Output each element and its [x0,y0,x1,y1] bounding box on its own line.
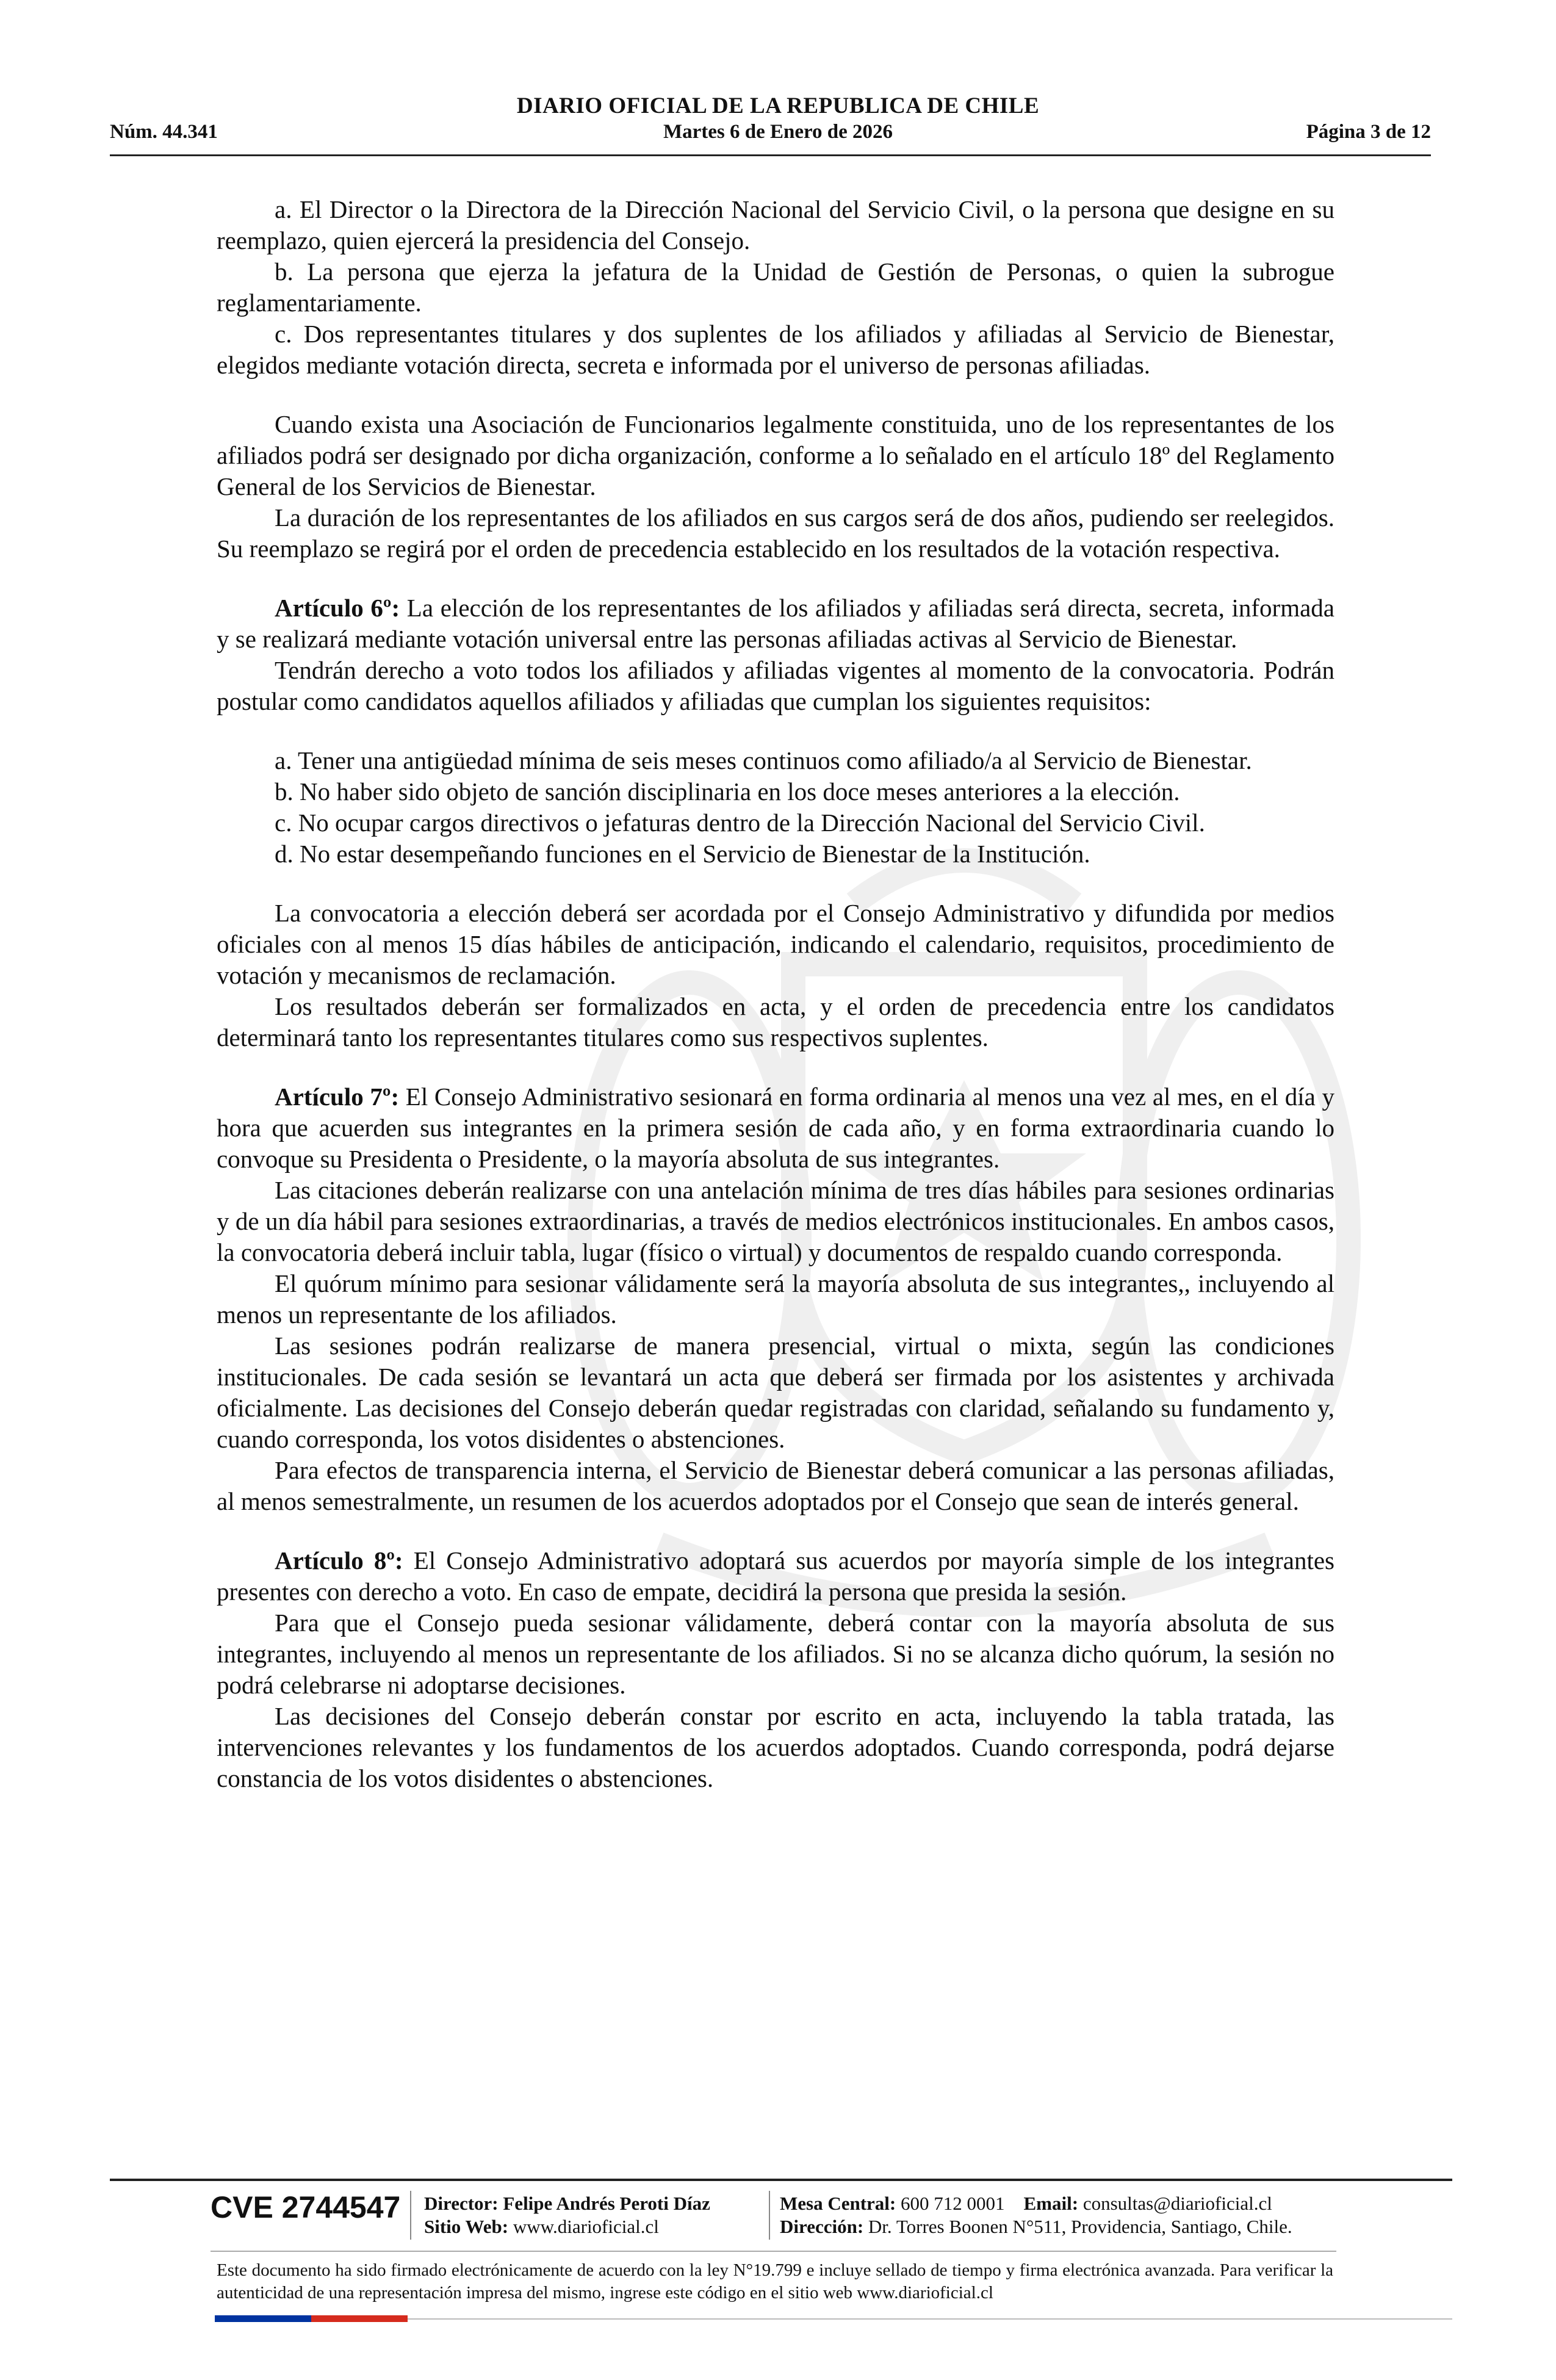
gazette-title: DIARIO OFICIAL DE LA REPUBLICA DE CHILE [516,93,1040,118]
phone-label: Mesa Central: [780,2193,896,2214]
paragraph-results: Los resultados deberán ser formalizados en acta, y el orden de precedencia entre los candidatos determinará tanto los representantes titulares como sus respectivos suplentes. [217,992,1334,1051]
footer-separator [410,2191,411,2240]
council-member-b: b. La persona que ejerza la jefatura de la Unidad de Gestión de Personas, o quien la subrogue reglamentariamente. [217,258,1334,317]
header-divider [110,154,1431,156]
email-link[interactable]: consultas@diarioficial.cl [1078,2193,1272,2214]
flag-stripe-blue [215,2315,311,2322]
paragraph-term-duration: La duración de los representantes de los afiliados en sus cargos será de dos años, pudiendo ser reelegidos. Su reemplazo se regirá por el orden de precedencia establecido en los resultados de la votación respectiva. [217,503,1334,563]
article-6-heading: Artículo 6º: [275,594,400,622]
cve-code: CVE 2744547 [211,2190,401,2224]
phone-value: 600 712 0001 [896,2193,1005,2214]
requirement-c: c. No ocupar cargos directivos o jefaturas dentro de la Dirección Nacional del Servicio Civil. [275,809,1205,837]
paragraph-citations: Las citaciones deberán realizarse con una antelación mínima de tres días hábiles para sesiones ordinarias y de un día hábil para sesiones extraordinarias, a través de medios electrónicos institucionales. En ambos casos, la convocatoria deberá incluir tabla, lugar (físico o virtual) y documentos de respaldo cuando corresponda. [217,1176,1334,1266]
article-7-paragraph [217,1081,1334,1175]
footer-divider [110,2179,1452,2181]
email-label: Email: [1023,2193,1079,2214]
requirement-b: b. No haber sido objeto de sanción disciplinaria en los doce meses anteriores a la elección. [275,777,1180,806]
article-6-text: La elección de los representantes de los afiliados y afiliadas será directa, secreta, informada y se realizará mediante votación universal entre las personas afiliadas activas al Servicio de Bienestar. [217,594,1334,653]
website-label: Sitio Web: [424,2216,509,2237]
article-6-paragraph [217,593,1334,655]
page-indicator: Página 3 de 12 [1306,121,1431,143]
issue-date: Martes 6 de Enero de 2026 [663,121,893,143]
flag-stripe-red [311,2315,408,2322]
document-body [217,194,1334,1794]
paragraph-quorum: El quórum mínimo para sesionar válidamente será la mayoría absoluta de sus integrantes,, incluyendo al menos un representante de los afiliados. [217,1269,1334,1329]
paragraph-voting-rights: Tendrán derecho a voto todos los afiliados y afiliadas vigentes al momento de la convocatoria. Podrán postular como candidatos aquellos afiliados y afiliadas que cumplan los siguientes requisitos: [217,656,1334,715]
footer-contact-block [780,2192,1292,2238]
director-name: Director: Felipe Andrés Peroti Díaz [424,2193,710,2214]
address-label: Dirección: [780,2216,864,2237]
paragraph-minutes: Las decisiones del Consejo deberán constar por escrito en acta, incluyendo la tabla tratada, las intervenciones relevantes y los fundamentos de los acuerdos adoptados. Cuando corresponda, podrá dejarse constancia de los votos disidentes o abstenciones. [217,1702,1334,1792]
footer-director-block [424,2192,710,2238]
electronic-signature-notice: Este documento ha sido firmado electrónicamente de acuerdo con la ley N°19.799 e incluye sellado de tiempo y firma electrónica avanzada. Para verificar la autenticidad de una representación impresa del mismo, ingrese este código en el sitio web www.diarioficial.cl [217,2260,1333,2302]
article-8-text: El Consejo Administrativo adoptará sus acuerdos por mayoría simple de los integrantes presentes con derecho a voto. En caso de empate, decidirá la persona que presida la sesión. [217,1546,1335,1606]
paragraph-transparency: Para efectos de transparencia interna, el Servicio de Bienestar deberá comunicar a las personas afiliadas, al menos semestralmente, un resumen de los acuerdos adoptados por el Consejo que sean de interés general. [217,1456,1334,1515]
paragraph-valid-session: Para que el Consejo pueda sesionar válidamente, deberá contar con la mayoría absoluta de sus integrantes, incluyendo al menos un representante de los afiliados. Si no se alcanza dicho quórum, la sesión no podrá celebrarse ni adoptarse decisiones. [217,1609,1334,1699]
website-link[interactable]: www.diarioficial.cl [508,2216,659,2237]
article-7-text: El Consejo Administrativo sesionará en forma ordinaria al menos una vez al mes, en el día y hora que acuerden sus integrantes en la primera sesión de cada año, y en forma extraordinaria cuando lo convoque su Presidenta o Presidente, o la mayoría absoluta de sus integrantes. [217,1083,1334,1173]
council-member-a: a. El Director o la Directora de la Dirección Nacional del Servicio Civil, o la persona que designe en su reemplazo, quien ejercerá la presidencia del Consejo. [217,195,1334,254]
paragraph-convocation: La convocatoria a elección deberá ser acordada por el Consejo Administrativo y difundida por medios oficiales con al menos 15 días hábiles de anticipación, indicando el calendario, requisitos, procedimiento de votación y mecanismos de reclamación. [217,899,1334,989]
footer-bottom-line [408,2318,1452,2320]
paragraph-sessions: Las sesiones podrán realizarse de manera presencial, virtual o mixta, según las condiciones institucionales. De cada sesión se levantará un acta que deberá ser firmada por los asistentes y archivada oficialmente. Las decisiones del Consejo deberán quedar registradas con claridad, señalando su fundamento y, cuando corresponda, los votos disidentes o abstenciones. [217,1332,1334,1453]
requirement-d: d. No estar desempeñando funciones en el Servicio de Bienestar de la Institución. [275,840,1090,868]
article-7-heading: Artículo 7º: [275,1083,400,1111]
article-8-paragraph [217,1545,1334,1607]
address-value: Dr. Torres Boonen N°511, Providencia, Santiago, Chile. [863,2216,1292,2237]
article-8-heading: Artículo 8º: [275,1546,403,1574]
council-member-c: c. Dos representantes titulares y dos suplentes de los afiliados y afiliadas al Servicio de Bienestar, elegidos mediante votación directa, secreta e informada por el universo de personas afiliadas. [217,320,1334,379]
footer-inner-divider [211,2251,1336,2252]
requirement-a: a. Tener una antigüedad mínima de seis meses continuos como afiliado/a al Servicio de Bienestar. [275,746,1252,774]
issue-number: Núm. 44.341 [110,121,218,143]
paragraph-association: Cuando exista una Asociación de Funcionarios legalmente constituida, uno de los representantes de los afiliados podrá ser designado por dicha organización, conforme a lo señalado en el artículo 18º del Reglamento General de los Servicios de Bienestar. [217,410,1334,500]
footer-separator [769,2191,770,2240]
